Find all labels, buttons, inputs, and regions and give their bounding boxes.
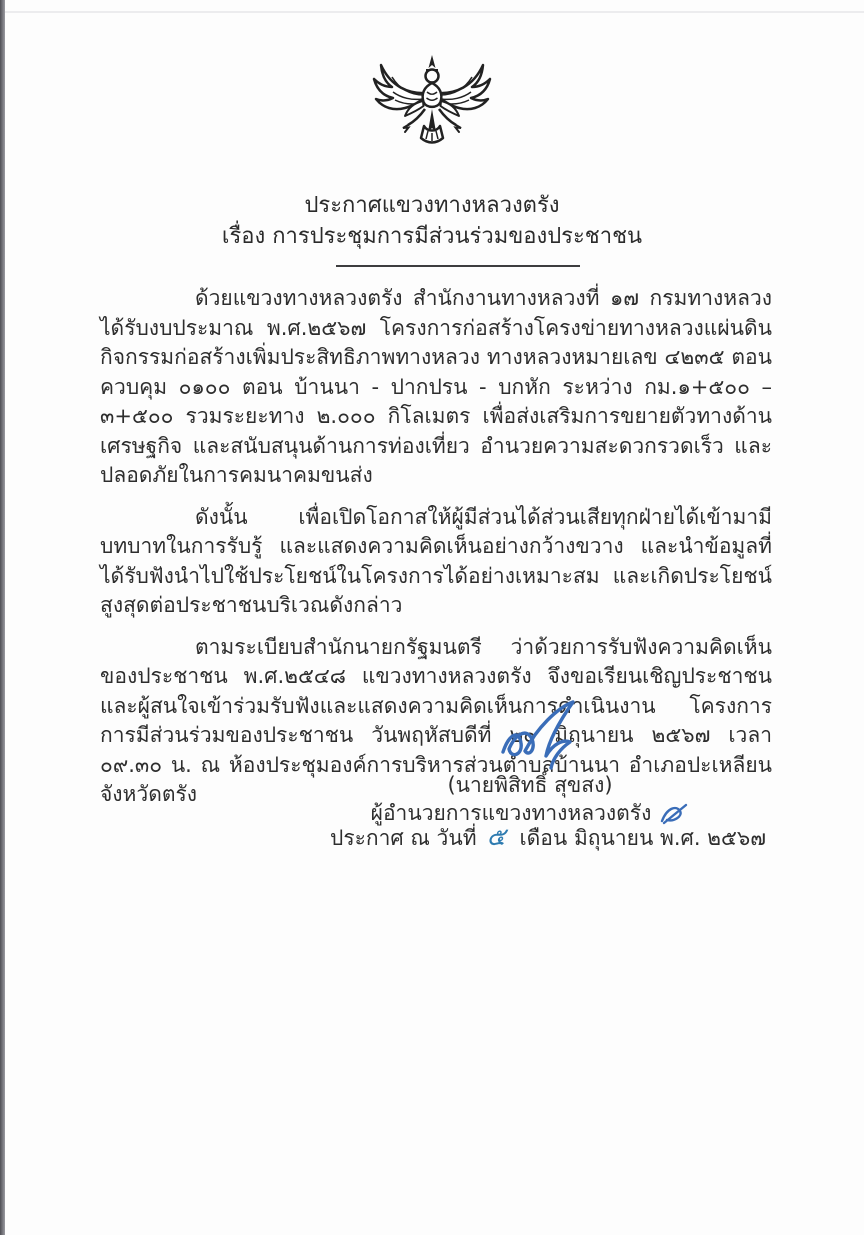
handwritten-day-number: ๕ — [486, 821, 506, 851]
paraph-initial-icon — [659, 802, 689, 826]
signature-icon — [495, 698, 625, 770]
date-suffix: เดือน มิถุนายน พ.ศ. ๒๕๖๗ — [519, 825, 767, 850]
date-prefix: ประกาศ ณ วันที่ — [330, 825, 477, 850]
signatory-name: (นายพิสิทธิ์ สุขสง) — [447, 773, 613, 797]
signatory-position-line — [371, 799, 690, 828]
document-subject: เรื่อง การประชุมการมีส่วนร่วมของประชาชน — [221, 224, 643, 249]
signature-block — [98, 698, 864, 828]
paragraph-3: ตามระเบียบสำนักนายกรัฐมนตรี ว่าด้วยการรับฟังความคิดเห็นของประชาชน พ.ศ.๒๕๔๘ แขวงทางหลวงตรัง จึงขอเรียนเชิญประชาชนและผู้สนใจเข้าร่วมรับฟังและแสดงความคิดเห็นการดำเนินงาน โครงการการมีส่วนร่วมของประชาชน วันพฤหัสบดีที่ ๒๐ มิถุนายน ๒๕๖๗ เวลา ๐๙.๓๐ น. ณ ห้องประชุมองค์การบริหารส่วนตำบลบ้านนา อำเภอปะเหลียน จังหวัดตรัง — [100, 634, 772, 806]
paragraph-2: ดังนั้น เพื่อเปิดโอกาสให้ผู้มีส่วนได้ส่วนเสียทุกฝ่ายได้เข้ามามีบทบาทในการรับรู้ และแสดงความคิดเห็นอย่างกว้างขวาง และนำข้อมูลที่ได้รับฟังนำไปใช้ประโยชน์ในโครงการได้อย่างเหมาะสม และเกิดประโยชน์สูงสุดต่อประชาชนบริเวณดังกล่าว — [100, 504, 772, 617]
scan-left-edge-shadow — [0, 0, 5, 1235]
signatory-position: ผู้อำนวยการแขวงทางหลวงตรัง — [370, 801, 652, 825]
emblem-container — [0, 50, 864, 184]
paragraph-1: ด้วยแขวงทางหลวงตรัง สำนักงานทางหลวงที่ ๑๗ กรมทางหลวง ได้รับงบประมาณ พ.ศ.๒๕๖๗ โครงการก่อสร้างโครงข่ายทางหลวงแผ่นดิน กิจกรรมก่อสร้างเพิ่มประสิทธิภาพทางหลวง ทางหลวงหมายเลข ๔๒๓๕ ตอนควบคุม ๐๑๐๐ ตอน บ้านนา - ปากปรน - บกหัก ระหว่าง กม.๑+๕๐๐ – ๓+๕๐๐ รวมระยะทาง ๒.๐๐๐ กิโลเมตร เพื่อส่งเสริมการขยายตัวทางด้านเศรษฐกิจ และสนับสนุนด้านการท่องเที่ยว อำนวยความสะดวกรวดเร็ว และปลอดภัยในการคมนาคมขนส่ง — [100, 286, 772, 487]
title-block — [0, 190, 864, 252]
garuda-emblem-icon — [357, 50, 507, 184]
title-divider-line — [336, 265, 580, 267]
scan-top-edge-line — [5, 11, 864, 13]
document-title: ประกาศแขวงทางหลวงตรัง — [304, 193, 560, 218]
